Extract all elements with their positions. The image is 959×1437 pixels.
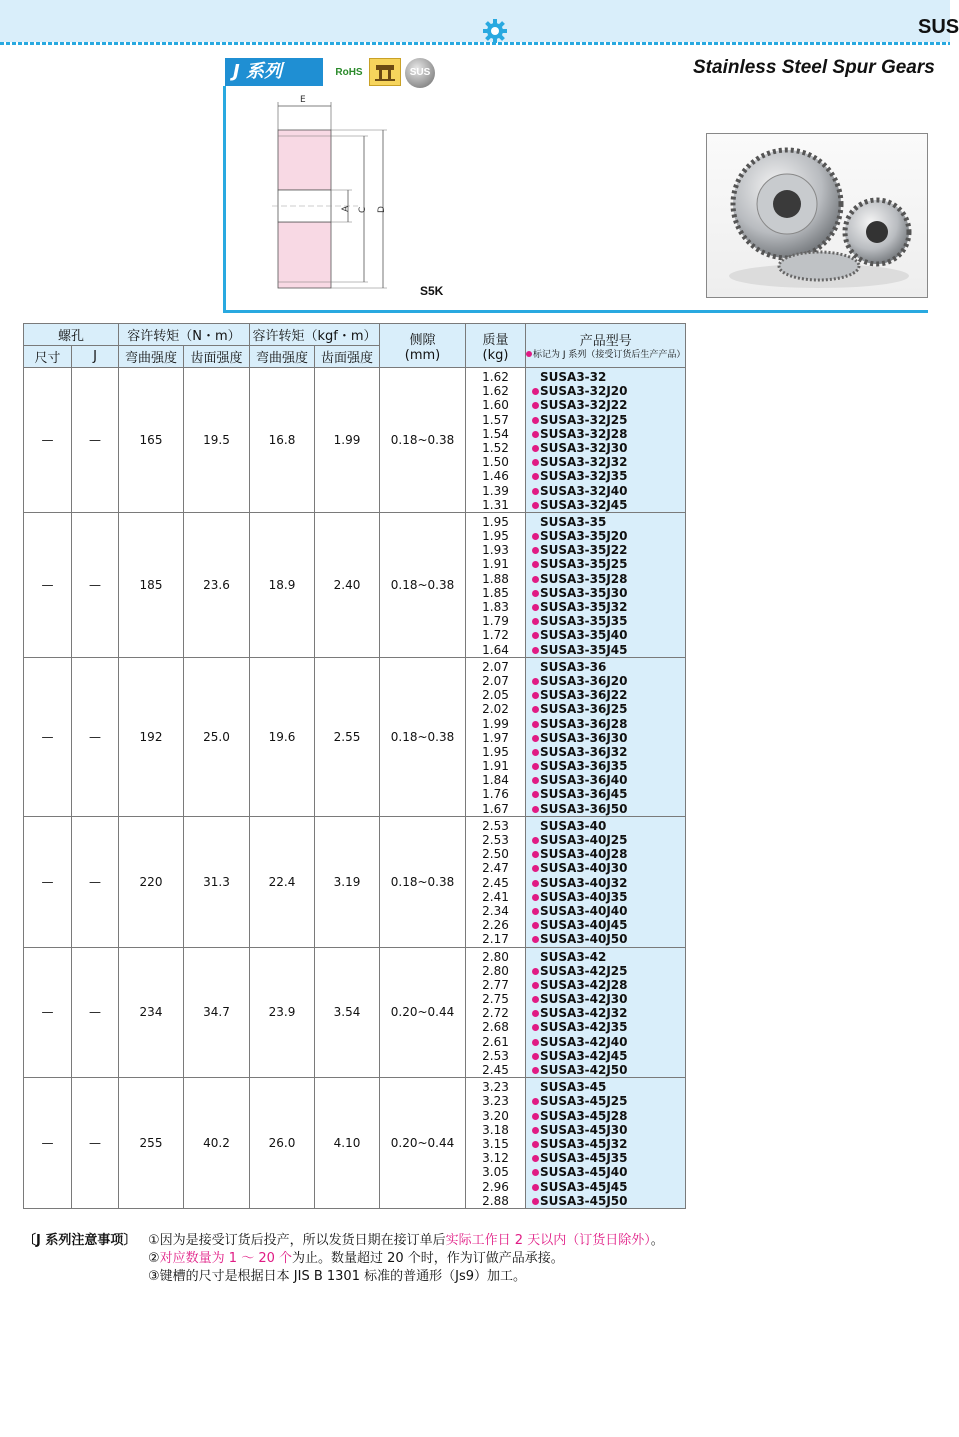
mass-value: 1.84 <box>482 773 509 788</box>
model-number: SUSA3-40J50 <box>526 932 685 946</box>
model-number: SUSA3-32J45 <box>526 498 685 512</box>
mass-value: 1.54 <box>482 426 509 441</box>
mass-value: 1.62 <box>482 370 509 384</box>
size-header: 尺寸 <box>24 346 72 368</box>
dim-c-label: C <box>358 206 368 213</box>
j-cell: — <box>72 947 119 1078</box>
j-cell: — <box>72 816 119 947</box>
model-number: SUSA3-32J25 <box>526 413 685 427</box>
bending-nm-header: 弯曲强度 <box>119 346 184 368</box>
model-number: SUSA3-42J35 <box>526 1020 685 1034</box>
surface-nm-cell: 23.6 <box>184 512 250 657</box>
bending-nm-cell: 192 <box>119 657 184 816</box>
mass-value: 2.53 <box>482 1048 509 1063</box>
torque-kgf-header: 容许转矩（kgf・m） <box>250 324 380 346</box>
mass-value: 1.83 <box>482 600 509 614</box>
spec-group-row <box>24 657 686 816</box>
model-number: SUSA3-42J40 <box>526 1035 685 1049</box>
model-number: SUSA3-35J20 <box>526 529 685 543</box>
mass-cell <box>466 657 526 816</box>
model-cell <box>526 1078 686 1209</box>
note-1 <box>148 1232 664 1250</box>
model-number: SUSA3-36J25 <box>526 702 685 716</box>
model-number: SUSA3-35J32 <box>526 600 685 614</box>
bending-kgf-cell: 16.8 <box>250 368 315 513</box>
model-number: SUSA3-35J28 <box>526 572 685 586</box>
bore-header: 螺孔 <box>24 324 119 346</box>
mass-cell <box>466 512 526 657</box>
product-photo <box>706 133 928 298</box>
bending-kgf-cell: 19.6 <box>250 657 315 816</box>
model-number: SUSA3-35J22 <box>526 543 685 557</box>
mass-value: 1.57 <box>482 412 509 427</box>
model-number: SUSA3-42J50 <box>526 1063 685 1077</box>
surface-nm-cell: 34.7 <box>184 947 250 1078</box>
note-1-text: ①因为是接受订货后投产，所以发货日期在接订单后 <box>148 1233 446 1248</box>
model-number: SUSA3-35J25 <box>526 557 685 571</box>
surface-kgf-cell: 3.19 <box>315 816 380 947</box>
mass-value: 2.02 <box>482 702 509 717</box>
dim-e-label: E <box>300 95 306 105</box>
mass-value: 1.62 <box>482 384 509 399</box>
series-code: SUS <box>918 16 959 38</box>
model-number: SUSA3-45J50 <box>526 1194 685 1208</box>
page-title: Stainless Steel Spur Gears <box>693 57 935 78</box>
model-number: SUSA3-40J30 <box>526 861 685 875</box>
mass-value: 2.77 <box>482 977 509 992</box>
model-number: SUSA3-35 <box>540 514 607 529</box>
model-cell <box>526 368 686 513</box>
model-cell <box>526 512 686 657</box>
mass-value: 1.76 <box>482 787 509 802</box>
backlash-cell: 0.18~0.38 <box>380 657 466 816</box>
mass-value: 2.07 <box>482 659 509 674</box>
model-number: SUSA3-32J22 <box>526 398 685 412</box>
mass-value: 1.95 <box>482 514 509 529</box>
mass-value: 1.46 <box>482 469 509 484</box>
spec-group-row <box>24 368 686 513</box>
model-number: SUSA3-35J30 <box>526 586 685 600</box>
mass-value: 1.64 <box>482 642 509 657</box>
model-number: SUSA3-42J30 <box>526 992 685 1006</box>
mass-value: 3.15 <box>482 1136 509 1151</box>
bending-nm-cell: 234 <box>119 947 184 1078</box>
model-number: SUSA3-42 <box>540 949 607 964</box>
mass-value: 2.45 <box>482 1063 509 1077</box>
mass-cell <box>466 947 526 1078</box>
model-number: SUSA3-42J32 <box>526 1006 685 1020</box>
surface-kgf-cell: 1.99 <box>315 368 380 513</box>
size-cell: — <box>24 512 72 657</box>
gear-dimension-drawing <box>262 92 402 297</box>
model-number: SUSA3-32J40 <box>526 484 685 498</box>
model-number: SUSA3-40 <box>540 818 607 833</box>
bending-kgf-cell: 22.4 <box>250 816 315 947</box>
page-header-band <box>0 0 950 44</box>
model-number: SUSA3-40J32 <box>526 876 685 890</box>
spec-group-row <box>24 1078 686 1209</box>
model-cell <box>526 947 686 1078</box>
drawing-label: S5K <box>420 284 444 298</box>
model-number: SUSA3-45J25 <box>526 1094 685 1108</box>
bending-nm-cell: 165 <box>119 368 184 513</box>
model-number: SUSA3-42J25 <box>526 964 685 978</box>
bending-nm-cell: 255 <box>119 1078 184 1209</box>
mass-value: 3.20 <box>482 1108 509 1123</box>
model-number: SUSA3-32J20 <box>526 384 685 398</box>
bending-kgf-cell: 18.9 <box>250 512 315 657</box>
anvil-icon <box>369 58 401 86</box>
note-2-text: 为止。数量超过 20 个时，作为订做产品承接。 <box>292 1251 564 1266</box>
surface-nm-cell: 19.5 <box>184 368 250 513</box>
model-number: SUSA3-36J28 <box>526 717 685 731</box>
surface-kgf-cell: 4.10 <box>315 1078 380 1209</box>
model-number: SUSA3-40J28 <box>526 847 685 861</box>
mass-value: 2.26 <box>482 918 509 933</box>
spec-group-row <box>24 816 686 947</box>
size-cell: — <box>24 1078 72 1209</box>
mass-value: 1.79 <box>482 614 509 629</box>
note-2 <box>148 1250 564 1268</box>
model-number: SUSA3-40J40 <box>526 904 685 918</box>
mass-value: 3.18 <box>482 1122 509 1137</box>
mass-value: 1.93 <box>482 543 509 558</box>
model-cell <box>526 816 686 947</box>
mass-cell <box>466 1078 526 1209</box>
model-number: SUSA3-40J45 <box>526 918 685 932</box>
model-number: SUSA3-45J32 <box>526 1137 685 1151</box>
model-number: SUSA3-35J35 <box>526 614 685 628</box>
mass-value: 2.53 <box>482 818 509 833</box>
mass-value: 1.67 <box>482 801 509 816</box>
model-number: SUSA3-42J28 <box>526 978 685 992</box>
mass-value: 1.72 <box>482 628 509 643</box>
backlash-label: 侧隙 <box>409 332 436 348</box>
model-note-text: 标记为 J 系列（接受订货后生产产品） <box>533 350 686 360</box>
model-number: SUSA3-32J28 <box>526 427 685 441</box>
model-number: SUSA3-40J25 <box>526 833 685 847</box>
mass-value: 1.95 <box>482 744 509 759</box>
model-number: SUSA3-32J32 <box>526 455 685 469</box>
mass-value: 2.80 <box>482 963 509 978</box>
j-header: J <box>72 346 119 368</box>
model-number: SUSA3-45 <box>540 1080 607 1095</box>
note-1-highlight: 实际工作日 2 天以内（订货日除外） <box>445 1233 651 1248</box>
size-cell: — <box>24 947 72 1078</box>
model-header <box>526 324 686 368</box>
j-cell: — <box>72 657 119 816</box>
bending-kgf-cell: 23.9 <box>250 947 315 1078</box>
mass-value: 2.05 <box>482 688 509 703</box>
mass-cell <box>466 816 526 947</box>
bending-nm-cell: 185 <box>119 512 184 657</box>
j-series-badge: J 系列 <box>225 58 323 86</box>
model-number: SUSA3-45J28 <box>526 1109 685 1123</box>
surface-kgf-cell: 2.55 <box>315 657 380 816</box>
mass-value: 1.52 <box>482 440 509 455</box>
bending-kgf-header: 弯曲强度 <box>250 346 315 368</box>
mass-value: 2.75 <box>482 992 509 1007</box>
notes-label: 〔J 系列注意事项〕 <box>23 1233 137 1248</box>
mass-cell <box>466 368 526 513</box>
backlash-cell: 0.20~0.44 <box>380 1078 466 1209</box>
surface-kgf-header: 齿面强度 <box>315 346 380 368</box>
mass-value: 2.45 <box>482 875 509 890</box>
size-cell: — <box>24 657 72 816</box>
surface-nm-cell: 31.3 <box>184 816 250 947</box>
mass-value: 3.05 <box>482 1165 509 1180</box>
size-cell: — <box>24 368 72 513</box>
mass-value: 2.07 <box>482 673 509 688</box>
mass-value: 3.12 <box>482 1151 509 1166</box>
stainless-sus-badge: SUS <box>405 58 435 88</box>
mass-value: 1.85 <box>482 585 509 600</box>
surface-nm-cell: 40.2 <box>184 1078 250 1209</box>
torque-nm-header: 容许转矩（N・m） <box>119 324 250 346</box>
mass-value: 2.34 <box>482 903 509 918</box>
mass-value: 2.80 <box>482 949 509 964</box>
mass-value: 1.95 <box>482 529 509 544</box>
note-1-end: 。 <box>650 1233 664 1248</box>
spec-group-row <box>24 512 686 657</box>
mass-value: 1.88 <box>482 571 509 586</box>
model-number: SUSA3-36J50 <box>526 802 685 816</box>
mass-value: 3.23 <box>482 1080 509 1095</box>
mass-value: 2.88 <box>482 1193 509 1208</box>
backlash-cell: 0.18~0.38 <box>380 816 466 947</box>
backlash-unit: (mm) <box>404 347 441 363</box>
spec-table <box>23 323 686 1209</box>
mass-value: 3.23 <box>482 1094 509 1109</box>
model-number: SUSA3-36J22 <box>526 688 685 702</box>
model-number: SUSA3-32J35 <box>526 469 685 483</box>
surface-nm-cell: 25.0 <box>184 657 250 816</box>
mass-value: 1.39 <box>482 483 509 498</box>
bending-nm-cell: 220 <box>119 816 184 947</box>
gear-icon <box>482 18 508 44</box>
size-cell: — <box>24 816 72 947</box>
rohs-badge: RoHS <box>335 67 363 78</box>
mass-value: 1.60 <box>482 398 509 413</box>
model-number: SUSA3-45J30 <box>526 1123 685 1137</box>
dim-d-label: D <box>377 206 387 213</box>
model-number: SUSA3-36J40 <box>526 773 685 787</box>
model-number: SUSA3-36J32 <box>526 745 685 759</box>
backlash-cell: 0.20~0.44 <box>380 947 466 1078</box>
j-cell: — <box>72 368 119 513</box>
model-number: SUSA3-32 <box>540 370 607 384</box>
model-number: SUSA3-36J35 <box>526 759 685 773</box>
model-number: SUSA3-42J45 <box>526 1049 685 1063</box>
model-number: SUSA3-35J40 <box>526 628 685 642</box>
mass-value: 1.91 <box>482 759 509 774</box>
backlash-cell: 0.18~0.38 <box>380 512 466 657</box>
mass-value: 1.31 <box>482 497 509 512</box>
mass-value: 2.72 <box>482 1006 509 1021</box>
backlash-cell: 0.18~0.38 <box>380 368 466 513</box>
mass-unit: (kg) <box>482 347 509 363</box>
mass-value: 1.97 <box>482 730 509 745</box>
model-number: SUSA3-36 <box>540 659 607 674</box>
mass-value: 2.41 <box>482 889 509 904</box>
surface-nm-header: 齿面强度 <box>184 346 250 368</box>
mass-value: 1.99 <box>482 716 509 731</box>
mass-value: 2.96 <box>482 1179 509 1194</box>
surface-kgf-cell: 2.40 <box>315 512 380 657</box>
mass-value: 2.61 <box>482 1034 509 1049</box>
bending-kgf-cell: 26.0 <box>250 1078 315 1209</box>
mass-value: 2.53 <box>482 833 509 847</box>
j-cell: — <box>72 1078 119 1209</box>
surface-kgf-cell: 3.54 <box>315 947 380 1078</box>
mass-value: 2.17 <box>482 932 509 947</box>
mass-value: 2.47 <box>482 861 509 876</box>
mass-value: 2.68 <box>482 1020 509 1035</box>
model-number: SUSA3-36J45 <box>526 787 685 801</box>
model-number: SUSA3-45J35 <box>526 1151 685 1165</box>
mass-value: 1.50 <box>482 455 509 470</box>
model-cell <box>526 657 686 816</box>
model-number: SUSA3-36J20 <box>526 674 685 688</box>
model-number: SUSA3-35J45 <box>526 643 685 657</box>
header-perforated-line <box>0 42 950 45</box>
dim-a-label: A <box>341 205 351 212</box>
note-2-highlight: 对应数量为 1 ～ 20 个 <box>159 1251 292 1266</box>
mass-value: 1.91 <box>482 557 509 572</box>
model-number: SUSA3-45J40 <box>526 1165 685 1179</box>
mass-header <box>466 324 526 368</box>
model-number: SUSA3-32J30 <box>526 441 685 455</box>
note-2-num: ② <box>148 1251 160 1266</box>
backlash-header <box>380 324 466 368</box>
j-series-dot-icon <box>526 351 532 357</box>
spec-group-row <box>24 947 686 1078</box>
model-number: SUSA3-40J35 <box>526 890 685 904</box>
note-3: ③键槽的尺寸是根据日本 JIS B 1301 标准的普通形（Js9）加工。 <box>148 1269 526 1284</box>
model-note <box>526 349 685 361</box>
mass-value: 2.50 <box>482 847 509 862</box>
model-number: SUSA3-36J30 <box>526 731 685 745</box>
mass-label: 质量 <box>482 332 509 348</box>
j-cell: — <box>72 512 119 657</box>
model-label: 产品型号 <box>579 334 632 349</box>
model-number: SUSA3-45J45 <box>526 1180 685 1194</box>
